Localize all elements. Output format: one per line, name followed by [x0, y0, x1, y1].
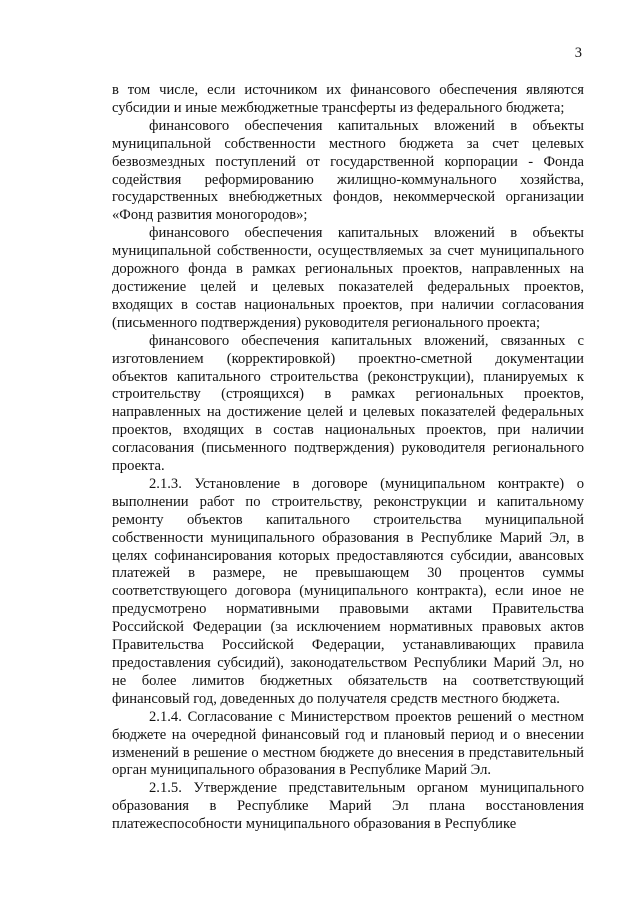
- paragraph-road-fund: финансового обеспечения капитальных вложений в объекты муниципальной собственности, осуществляемых за счет муниципального дорожного фонда в рамках региональных проектов, направленных на достижение целей и целевых показателей федеральных проектов, входящих в состав национальных проектов, при наличии согласования (письменного подтверждения) руководителя регионального проекта;: [112, 225, 584, 331]
- document-body: [112, 82, 584, 834]
- paragraph-continuation: в том числе, если источником их финансового обеспечения являются субсидии и иные межбюджетные трансферты из федерального бюджета;: [112, 82, 584, 116]
- paragraph-2-1-3: 2.1.3. Установление в договоре (муниципальном контракте) о выполнении работ по строительству, реконструкции и капитальному ремонту объектов капитального строительства муниципальной собственности муниципального образования в Республике Марий Эл, в целях софинансирования которых предоставляются субсидии, авансовых платежей в размере, не превышающем 30 процентов суммы соответствующего договора (муниципального контракта), если иное не предусмотрено нормативными правовыми актами Правительства Российской Федерации (за исключением нормативных правовых актов Правительства Российской Федерации, устанавливающих правила предоставления субсидий), законодательством Республики Марий Эл, но не более лимитов бюджетных обязательств на соответствующий финансовый год, доведенных до получателя средств местного бюджета.: [112, 475, 584, 707]
- paragraph-capital-investments-fund: финансового обеспечения капитальных вложений в объекты муниципальной собственности местного бюджета за счет целевых безвозмездных поступлений от государственной корпорации - Фонда содействия реформированию жилищно-коммунального хозяйства, государственных внебюджетных фондов, некоммерческой организации «Фонд развития моногородов»;: [112, 117, 584, 224]
- paragraph-2-1-5: 2.1.5. Утверждение представительным органом муниципального образования в Республике Марий Эл плана восстановления платежеспособности муниципального образования в Республике: [112, 780, 584, 833]
- paragraph-2-1-4: 2.1.4. Согласование с Министерством проектов решений о местном бюджете на очередной финансовый год и плановый период и о внесении изменений в решение о местном бюджете до внесения в представительный орган муниципального образования в Республике Марий Эл.: [112, 708, 584, 779]
- paragraph-design-documentation: финансового обеспечения капитальных вложений, связанных с изготовлением (корректировкой) проектно-сметной документации объектов капитального строительства (реконструкции), планируемых к строительству (строящихся) в рамках региональных проектов, направленных на достижение целей и целевых показателей федеральных проектов, входящих в состав национальных проектов, при наличии согласования (письменного подтверждения) руководителя регионального проекта.: [112, 332, 584, 475]
- page-number: 3: [574, 45, 582, 61]
